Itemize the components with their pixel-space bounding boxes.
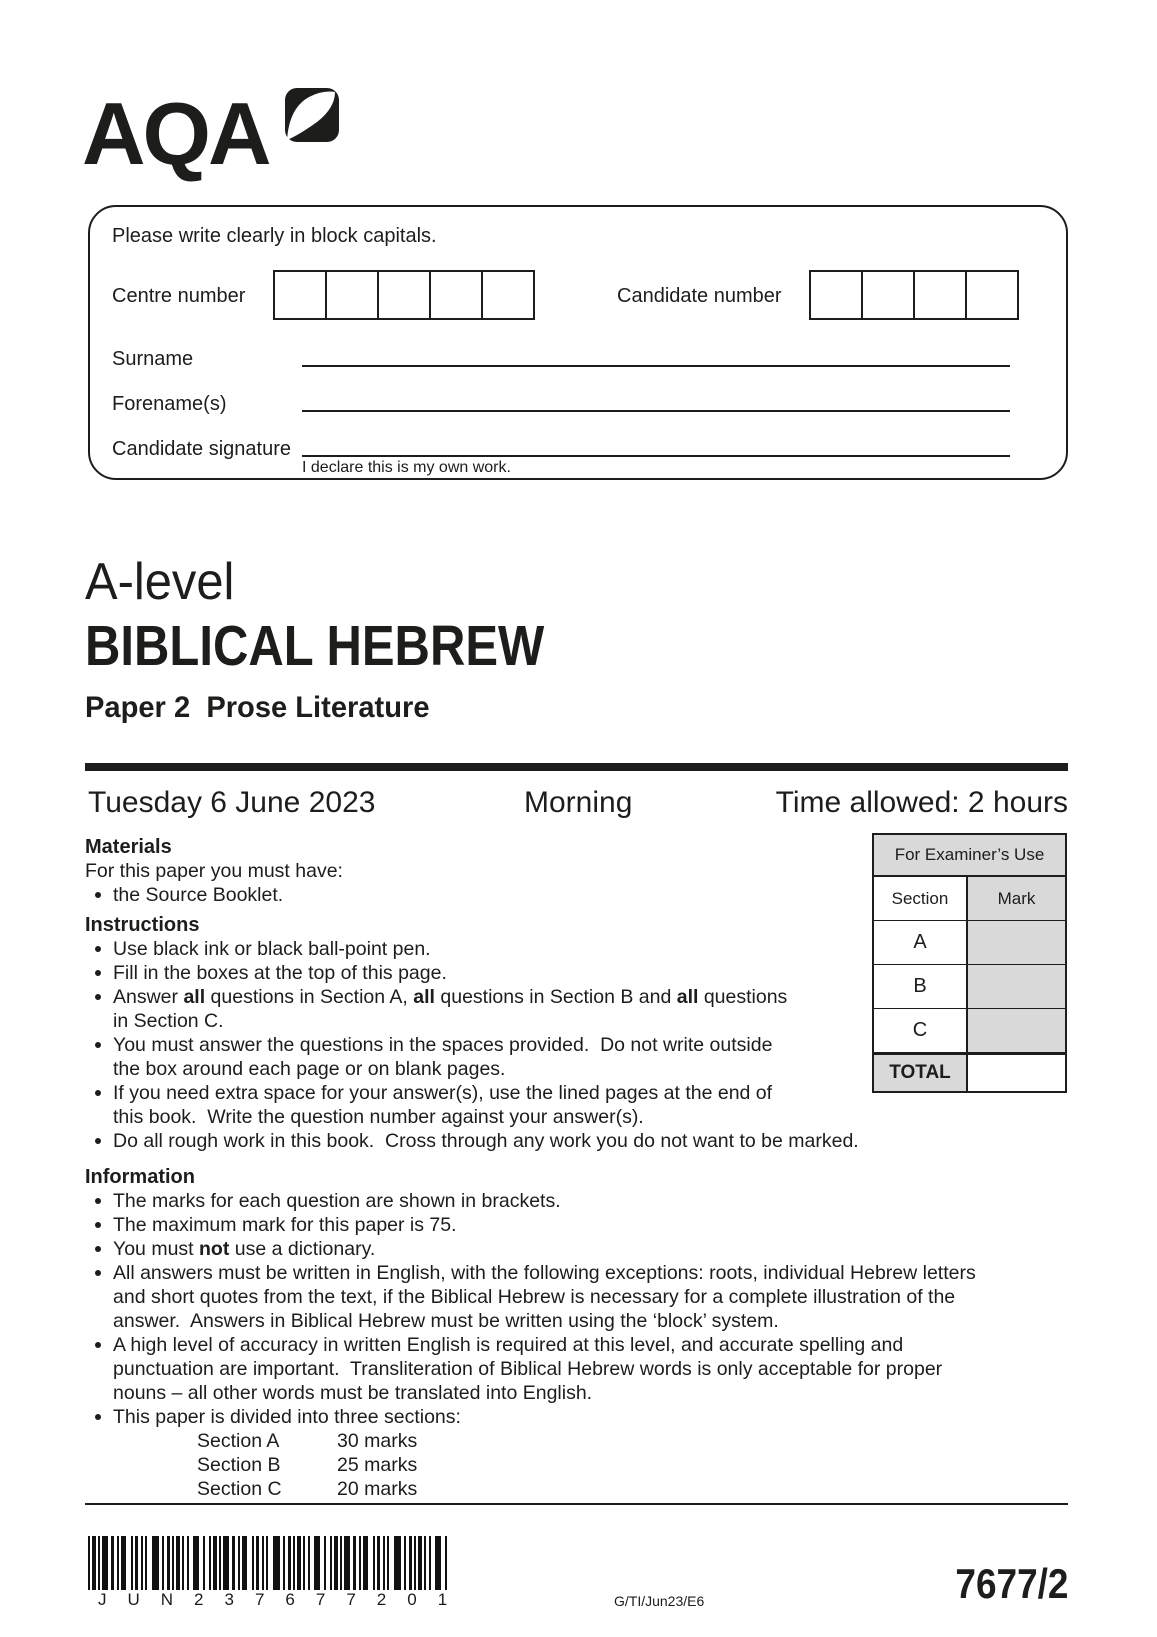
aqa-logo: AQA: [82, 84, 269, 183]
number-cell[interactable]: [861, 270, 915, 320]
candidate-number-input[interactable]: [809, 270, 1019, 320]
barcode-bar: [297, 1536, 301, 1590]
declaration-text: I declare this is my own work.: [302, 459, 511, 476]
barcode-bar: [209, 1536, 211, 1590]
section-marks-row: [85, 1477, 1068, 1501]
number-cell[interactable]: [273, 270, 327, 320]
time-allowed: Time allowed: 2 hours: [775, 786, 1068, 819]
barcode-bar: [404, 1536, 406, 1590]
information-heading: Information: [85, 1166, 195, 1188]
examiner-table-title: For Examiner’s Use: [874, 835, 1065, 877]
paper-code: 7677/2: [954, 1560, 1068, 1607]
barcode-bar: [330, 1536, 332, 1590]
barcode-bar: [187, 1536, 189, 1590]
section-marks-row: [85, 1453, 1068, 1477]
bullet-item: Answer all questions in Section A, all questions in Section B and all questions in Section C.: [85, 985, 1068, 1033]
exam-date: Tuesday 6 June 2023: [88, 786, 376, 819]
number-cell[interactable]: [965, 270, 1019, 320]
examiner-table-row: [874, 1009, 1065, 1053]
barcode-bar: [98, 1536, 100, 1590]
examiner-table-rows: [874, 921, 1065, 1053]
mark-cell: [968, 921, 1065, 964]
bullet-item: The marks for each question are shown in brackets.: [85, 1189, 1068, 1213]
barcode-bar: [213, 1536, 217, 1590]
bullet-item: the Source Booklet.: [85, 883, 1068, 907]
section-marks-row: [85, 1429, 1068, 1453]
barcode-bar: [238, 1536, 240, 1590]
mark-cell: [968, 965, 1065, 1008]
bullet-item: Do all rough work in this book. Cross through any work you do not want to be marked.: [85, 1129, 1068, 1153]
section-name: Section B: [197, 1454, 281, 1476]
barcode-bar: [429, 1536, 431, 1590]
barcode-bar: [340, 1536, 342, 1590]
bullet-item: All answers must be written in English, with the following exceptions: roots, individual Hebrew letters and short quotes from the text, if the Biblical Hebrew is necessary for a complete illustration of the answer. Answers in Biblical Hebrew must be written using the ‘block’ system.: [85, 1261, 1068, 1333]
surname-field[interactable]: [302, 365, 1010, 367]
barcode-bar: [303, 1536, 305, 1590]
materials-heading: Materials: [85, 836, 172, 858]
barcode-bar: [162, 1536, 164, 1590]
centre-number-label: Centre number: [112, 285, 246, 307]
barcode-bar: [152, 1536, 159, 1590]
barcode-bar: [353, 1536, 356, 1590]
barcode-bar: [256, 1536, 259, 1590]
section-letter: B: [874, 965, 968, 1008]
barcode-bar: [435, 1536, 441, 1590]
print-reference-code: G/TI/Jun23/E6: [614, 1593, 705, 1609]
barcode-bar: [314, 1536, 320, 1590]
barcode-bar: [445, 1536, 447, 1590]
aqa-leaf-icon: [285, 88, 339, 147]
examiner-table-row: [874, 921, 1065, 965]
barcode-bar: [373, 1536, 375, 1590]
barcode-bar: [252, 1536, 254, 1590]
barcode-bar: [387, 1536, 389, 1590]
barcode-bar: [418, 1536, 422, 1590]
barcode-bar: [172, 1536, 174, 1590]
forenames-label: Forename(s): [112, 393, 227, 415]
barcode-bar: [262, 1536, 264, 1590]
barcode-bar: [414, 1536, 416, 1590]
number-cell[interactable]: [429, 270, 483, 320]
bullet-item: The maximum mark for this paper is 75.: [85, 1213, 1068, 1237]
barcode-bar: [131, 1536, 133, 1590]
candidate-number-label: Candidate number: [617, 285, 782, 307]
barcode-bar: [394, 1536, 401, 1590]
examiner-table-total-row: [874, 1053, 1065, 1091]
barcode-bar: [203, 1536, 205, 1590]
barcode-bar: [344, 1536, 350, 1590]
title-rule: [85, 763, 1068, 771]
section-letter: C: [874, 1009, 968, 1052]
surname-label: Surname: [112, 348, 194, 370]
barcode-bar: [242, 1536, 247, 1590]
barcode-bar: [424, 1536, 426, 1590]
number-cell[interactable]: [913, 270, 967, 320]
subject-title: BIBLICAL HEBREW: [85, 614, 545, 678]
examiner-table-header-row: [874, 877, 1065, 921]
barcode-bar: [102, 1536, 108, 1590]
section-marks: 20 marks: [337, 1478, 418, 1500]
bullet-item: Fill in the boxes at the top of this page.: [85, 961, 1068, 985]
barcode-bar: [409, 1536, 412, 1590]
section-marks: 30 marks: [337, 1430, 418, 1452]
instructions-heading: Instructions: [85, 914, 200, 936]
barcode-bar: [383, 1536, 385, 1590]
sections-marks-list: [85, 1429, 1068, 1501]
forenames-field[interactable]: [302, 410, 1010, 412]
barcode-bar: [324, 1536, 326, 1590]
barcode-bar: [288, 1536, 291, 1590]
barcode-bar: [334, 1536, 338, 1590]
bullet-item: You must answer the questions in the spaces provided. Do not write outside the box around each page or on blank pages.: [85, 1033, 1068, 1081]
section-marks: 25 marks: [337, 1454, 418, 1476]
footer-rule: [85, 1503, 1068, 1505]
barcode: [88, 1536, 458, 1590]
bullet-item: If you need extra space for your answer(s), use the lined pages at the end of this book. Write the question number against your answer(s).: [85, 1081, 1068, 1129]
signature-field[interactable]: [302, 455, 1010, 457]
number-cell[interactable]: [809, 270, 863, 320]
barcode-bar: [359, 1536, 361, 1590]
section-name: Section A: [197, 1430, 280, 1452]
barcode-bar: [182, 1536, 184, 1590]
barcode-bar: [176, 1536, 180, 1590]
mark-cell: [968, 1009, 1065, 1052]
barcode-bar: [266, 1536, 268, 1590]
centre-number-input[interactable]: [273, 270, 535, 320]
barcode-bar: [121, 1536, 126, 1590]
block-capitals-note: Please write clearly in block capitals.: [112, 225, 437, 247]
total-mark-cell: [968, 1055, 1065, 1091]
total-label: TOTAL: [874, 1055, 968, 1091]
bullet-item: You must not use a dictionary.: [85, 1237, 1068, 1261]
barcode-bar: [273, 1536, 280, 1590]
barcode-bar: [117, 1536, 119, 1590]
number-cell[interactable]: [481, 270, 535, 320]
mark-column-header: Mark: [968, 877, 1065, 920]
bullet-item: This paper is divided into three sections:: [85, 1405, 1068, 1429]
barcode-bar: [223, 1536, 229, 1590]
barcode-bar: [88, 1536, 90, 1590]
bullet-item: A high level of accuracy in written English is required at this level, and accurate spelling and punctuation are important. Transliteration of Biblical Hebrew words is only acceptable for proper nouns – all other words must be translated into English.: [85, 1333, 1068, 1405]
number-cell[interactable]: [325, 270, 379, 320]
paper-title: Paper 2 Prose Literature: [85, 691, 430, 724]
barcode-bar: [283, 1536, 285, 1590]
barcode-bar: [363, 1536, 368, 1590]
exam-session: Morning: [524, 786, 633, 819]
information-list: [85, 1189, 1068, 1429]
barcode-bar: [377, 1536, 380, 1590]
barcode-bar: [167, 1536, 170, 1590]
barcode-bar: [232, 1536, 235, 1590]
for-examiners-use-table: [872, 833, 1067, 1093]
section-column-header: Section: [874, 877, 968, 920]
barcode-bar: [92, 1536, 96, 1590]
section-name: Section C: [197, 1478, 282, 1500]
barcode-bar: [308, 1536, 310, 1590]
qualification-title: A-level: [85, 553, 235, 611]
section-letter: A: [874, 921, 968, 964]
candidate-details-box: [88, 205, 1068, 480]
number-cell[interactable]: [377, 270, 431, 320]
barcode-bar: [135, 1536, 138, 1590]
barcode-bar: [219, 1536, 221, 1590]
examiner-table-row: [874, 965, 1065, 1009]
barcode-label: JUN237677201: [98, 1590, 469, 1609]
barcode-bar: [141, 1536, 143, 1590]
barcode-bar: [193, 1536, 199, 1590]
barcode-bar: [145, 1536, 147, 1590]
barcode-bar: [293, 1536, 295, 1590]
signature-label: Candidate signature: [112, 438, 292, 460]
bullet-item: Use black ink or black ball-point pen.: [85, 937, 1068, 961]
barcode-bar: [111, 1536, 114, 1590]
materials-intro: For this paper you must have:: [85, 860, 343, 882]
